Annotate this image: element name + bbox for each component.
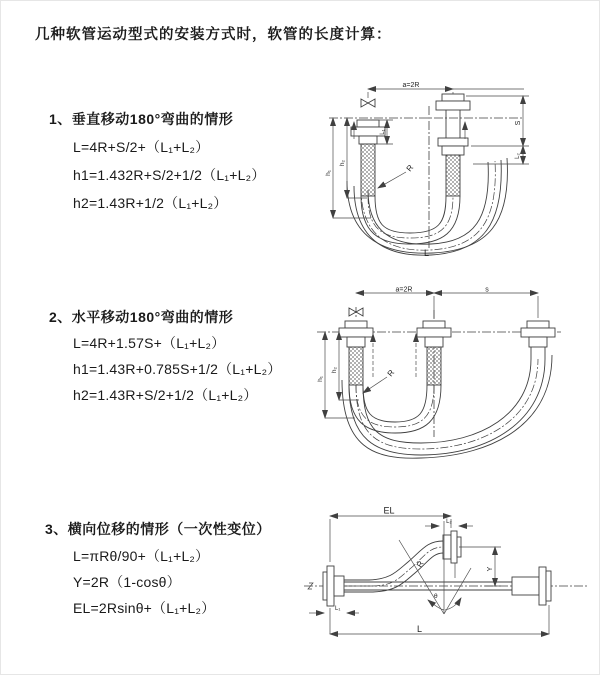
section-3-formula-L: L=πRθ/90+（L₁+L₂）: [73, 548, 210, 564]
section-1-heading: 1、垂直移动180°弯曲的情形: [49, 111, 234, 127]
section-2-formula-L: L=4R+1.57S+（L₁+L₂）: [73, 335, 226, 351]
dim-h1-label: h₁: [317, 376, 324, 382]
section-3-formula-EL: EL=2Rsinθ+（L₁+L₂）: [73, 600, 216, 616]
dim-y-label: Y: [487, 566, 494, 572]
dim-a-label: a=2R: [402, 82, 420, 89]
left-pipe-fitting: [339, 321, 373, 385]
left-flange: [323, 566, 344, 606]
section-2-formula-h1: h1=1.43R+0.785S+1/2（L₁+L₂）: [73, 361, 282, 377]
radius-label: R: [385, 368, 397, 379]
diagram-lateral-displacement: [299, 506, 599, 661]
valve-icon: [361, 99, 375, 107]
radius-label: R: [414, 559, 426, 569]
radius-label: R: [404, 163, 416, 174]
dim-s-label: s: [485, 286, 489, 294]
lower-right-flange: [512, 567, 551, 605]
hose-displaced: [344, 541, 443, 592]
length-label: L: [424, 248, 430, 258]
section-3-formula-Y: Y=2R（1-cosθ）: [73, 574, 181, 590]
dim-l2-label: L₂: [515, 153, 521, 159]
upper-right-flange: [443, 531, 461, 563]
dimension-lines: [309, 516, 549, 634]
middle-pipe-fitting: [417, 321, 451, 385]
diagram-vertical-180-bend: [311, 76, 591, 261]
section-1-formula-L: L=4R+S/2+（L₁+L₂）: [73, 139, 210, 155]
dim-a-label: a=2R: [395, 286, 413, 294]
dim-l1-label: L₁: [380, 129, 386, 135]
dim-h1-label: h₁: [325, 170, 332, 176]
moved-pipe-fitting: [521, 321, 555, 359]
section-2-formula-h2: h2=1.43R+S/2+1/2（L₁+L₂）: [73, 387, 258, 403]
page-title: 几种软管运动型式的安装方式时，软管的长度计算：: [35, 27, 392, 43]
section-2-heading: 2、水平移动180°弯曲的情形: [49, 309, 234, 325]
dim-h2-label: h₂: [339, 159, 346, 167]
dim-l2-label: L₂: [446, 519, 452, 525]
section-1-formula-h2: h2=1.43R+1/2（L₁+L₂）: [73, 195, 228, 211]
dim-l-label: L: [417, 624, 423, 634]
dim-el-label: EL: [383, 506, 395, 516]
section-3-heading: 3、横向位移的情形（一次性变位）: [45, 521, 271, 537]
hose-loops: [342, 355, 552, 458]
dim-l1-label: L₁: [335, 606, 341, 612]
diagram-horizontal-180-bend: [309, 285, 589, 465]
section-1-formula-h1: h1=1.432R+S/2+1/2（L₁+L₂）: [73, 167, 266, 183]
dim-h2-label: h₂: [331, 366, 338, 374]
right-pipe-fitting: [436, 94, 470, 196]
dim-s-label: S: [515, 120, 522, 126]
angle-construction: [399, 521, 471, 614]
angle-label: θ: [434, 593, 438, 600]
